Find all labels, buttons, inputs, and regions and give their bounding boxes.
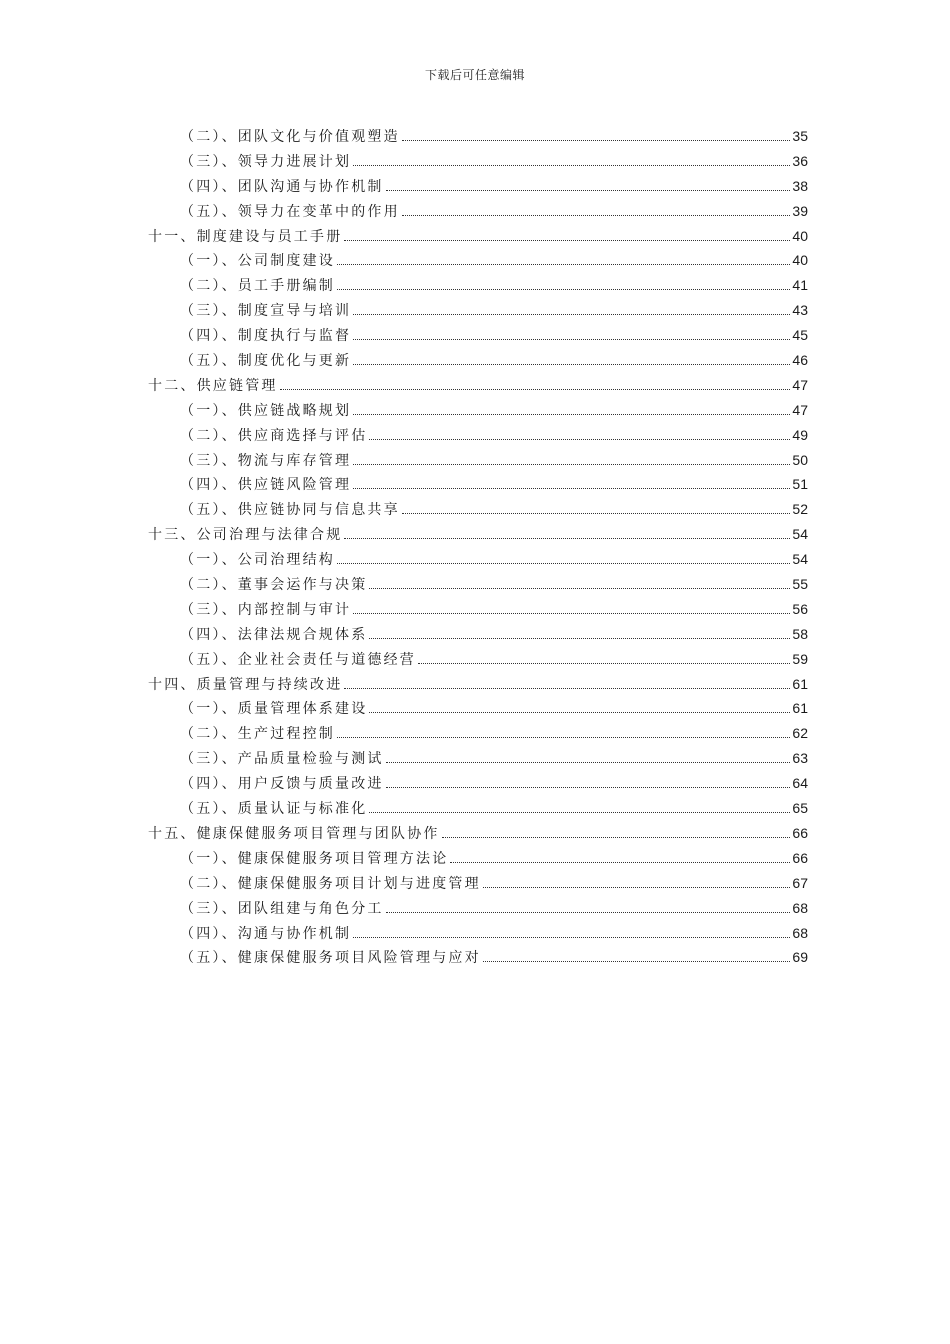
toc-entry-title: （五）、企业社会责任与道德经营 xyxy=(180,651,416,668)
toc-section-entry[interactable] xyxy=(148,450,808,475)
toc-dot-leader xyxy=(353,488,790,489)
toc-dot-leader xyxy=(337,289,790,290)
toc-page-number: 56 xyxy=(792,600,808,617)
toc-entry-title: （五）、领导力在变革中的作用 xyxy=(180,203,400,220)
toc-dot-leader xyxy=(369,638,790,639)
toc-page-number: 59 xyxy=(792,650,808,667)
toc-page-number: 40 xyxy=(792,252,808,269)
toc-entry-title: （五）、供应链协同与信息共享 xyxy=(180,502,400,519)
toc-entry-title: （三）、制度宣导与培训 xyxy=(180,303,352,320)
toc-page-number: 65 xyxy=(792,800,808,817)
toc-entry-title: （三）、团队组建与角色分工 xyxy=(180,900,384,917)
toc-section-entry[interactable] xyxy=(148,624,808,649)
toc-entry-title: （二）、董事会运作与决策 xyxy=(180,577,368,594)
toc-entry-title: （三）、物流与库存管理 xyxy=(180,452,352,469)
toc-entry-title: （二）、健康保健服务项目计划与进度管理 xyxy=(180,875,481,892)
toc-page-number: 68 xyxy=(792,899,808,916)
toc-entry-title: （二）、供应商选择与评估 xyxy=(180,427,368,444)
toc-page-number: 40 xyxy=(792,227,808,244)
toc-page-number: 67 xyxy=(792,874,808,891)
toc-entry-title: （五）、健康保健服务项目风险管理与应对 xyxy=(180,950,481,967)
toc-entry-title: （四）、团队沟通与协作机制 xyxy=(180,178,384,195)
toc-dot-leader xyxy=(402,513,791,514)
toc-section-entry[interactable] xyxy=(148,848,808,873)
toc-chapter-entry[interactable] xyxy=(148,823,808,848)
toc-page-number: 47 xyxy=(792,401,808,418)
toc-dot-leader xyxy=(418,663,790,664)
toc-dot-leader xyxy=(337,737,790,738)
toc-entry-title: （四）、制度执行与监督 xyxy=(180,328,352,345)
toc-dot-leader xyxy=(344,240,790,241)
toc-dot-leader xyxy=(369,712,790,713)
toc-page-number: 63 xyxy=(792,750,808,767)
toc-entry-title: （四）、法律法规合规体系 xyxy=(180,626,368,643)
toc-section-entry[interactable] xyxy=(148,250,808,275)
toc-entry-title: 十五、健康保健服务项目管理与团队协作 xyxy=(148,825,440,842)
toc-dot-leader xyxy=(402,215,791,216)
page-header: 下载后可任意编辑 xyxy=(424,68,525,82)
toc-page-number: 50 xyxy=(792,451,808,468)
toc-page-number: 58 xyxy=(792,625,808,642)
toc-section-entry[interactable] xyxy=(148,723,808,748)
toc-section-entry[interactable] xyxy=(148,748,808,773)
toc-entry-title: （五）、制度优化与更新 xyxy=(180,353,352,370)
toc-dot-leader xyxy=(483,887,791,888)
toc-dot-leader xyxy=(369,588,790,589)
toc-dot-leader xyxy=(369,812,790,813)
toc-dot-leader xyxy=(369,439,790,440)
toc-page-number: 52 xyxy=(792,501,808,518)
toc-dot-leader xyxy=(450,862,790,863)
toc-page-number: 39 xyxy=(792,202,808,219)
toc-section-entry[interactable] xyxy=(148,176,808,201)
toc-dot-leader xyxy=(353,414,790,415)
toc-section-entry[interactable] xyxy=(148,275,808,300)
toc-entry-title: （四）、供应链风险管理 xyxy=(180,477,352,494)
toc-section-entry[interactable] xyxy=(148,350,808,375)
toc-dot-leader xyxy=(337,563,790,564)
toc-page-number: 47 xyxy=(792,376,808,393)
toc-page-number: 49 xyxy=(792,426,808,443)
toc-dot-leader xyxy=(280,389,791,390)
toc-dot-leader xyxy=(483,961,791,962)
toc-section-entry[interactable] xyxy=(148,425,808,450)
toc-dot-leader xyxy=(386,912,791,913)
toc-dot-leader xyxy=(337,264,790,265)
toc-section-entry[interactable] xyxy=(148,873,808,898)
toc-dot-leader xyxy=(402,140,791,141)
toc-section-entry[interactable] xyxy=(148,201,808,226)
toc-entry-title: （三）、产品质量检验与测试 xyxy=(180,751,384,768)
toc-dot-leader xyxy=(344,538,790,539)
toc-chapter-entry[interactable] xyxy=(148,226,808,251)
toc-page-number: 43 xyxy=(792,302,808,319)
toc-page-number: 36 xyxy=(792,152,808,169)
toc-section-entry[interactable] xyxy=(148,947,808,972)
toc-page-number: 61 xyxy=(792,700,808,717)
toc-page-number: 41 xyxy=(792,277,808,294)
toc-entry-title: 十二、供应链管理 xyxy=(148,377,278,394)
toc-page-number: 66 xyxy=(792,824,808,841)
toc-section-entry[interactable] xyxy=(148,698,808,723)
toc-section-entry[interactable] xyxy=(148,325,808,350)
toc-page-number: 55 xyxy=(792,576,808,593)
toc-dot-leader xyxy=(386,762,791,763)
toc-dot-leader xyxy=(353,364,790,365)
toc-chapter-entry[interactable] xyxy=(148,524,808,549)
toc-page-number: 46 xyxy=(792,352,808,369)
toc-entry-title: （三）、领导力进展计划 xyxy=(180,153,352,170)
toc-dot-leader xyxy=(353,613,790,614)
toc-section-entry[interactable] xyxy=(148,400,808,425)
toc-page-number: 64 xyxy=(792,775,808,792)
toc-entry-title: 十三、公司治理与法律合规 xyxy=(148,527,343,544)
toc-section-entry[interactable] xyxy=(148,649,808,674)
toc-section-entry[interactable] xyxy=(148,923,808,948)
toc-dot-leader xyxy=(353,339,790,340)
toc-chapter-entry[interactable] xyxy=(148,674,808,699)
toc-page-number: 61 xyxy=(792,675,808,692)
toc-dot-leader xyxy=(386,190,791,191)
toc-entry-title: 十四、质量管理与持续改进 xyxy=(148,676,343,693)
toc-entry-title: （四）、用户反馈与质量改进 xyxy=(180,776,384,793)
toc-dot-leader xyxy=(386,787,791,788)
toc-section-entry[interactable] xyxy=(148,574,808,599)
toc-dot-leader xyxy=(344,688,790,689)
toc-page-number: 35 xyxy=(792,128,808,144)
toc-chapter-entry[interactable] xyxy=(148,375,808,400)
toc-page-number: 38 xyxy=(792,177,808,194)
toc-section-entry[interactable] xyxy=(148,798,808,823)
toc-section-entry[interactable] xyxy=(148,499,808,524)
toc-entry-title: （一）、公司治理结构 xyxy=(180,552,335,569)
toc-entry-title: （一）、供应链战略规划 xyxy=(180,402,352,419)
toc-section-entry[interactable] xyxy=(148,549,808,574)
toc-page-number: 45 xyxy=(792,327,808,344)
toc-entry-title: （五）、质量认证与标准化 xyxy=(180,801,368,818)
toc-dot-leader xyxy=(442,837,791,838)
toc-section-entry[interactable] xyxy=(148,126,808,151)
table-of-contents xyxy=(148,126,808,972)
toc-entry-title: （二）、团队文化与价值观塑造 xyxy=(180,129,400,145)
toc-page-number: 66 xyxy=(792,849,808,866)
toc-page-number: 69 xyxy=(792,949,808,966)
toc-page-number: 54 xyxy=(792,551,808,568)
toc-section-entry[interactable] xyxy=(148,773,808,798)
toc-entry-title: （一）、健康保健服务项目管理方法论 xyxy=(180,850,449,867)
toc-section-entry[interactable] xyxy=(148,898,808,923)
toc-page-number: 51 xyxy=(792,476,808,493)
toc-entry-title: （四）、沟通与协作机制 xyxy=(180,925,352,942)
toc-page-number: 62 xyxy=(792,725,808,742)
toc-page-number: 54 xyxy=(792,526,808,543)
toc-section-entry[interactable] xyxy=(148,599,808,624)
toc-entry-title: （一）、质量管理体系建设 xyxy=(180,701,368,718)
toc-dot-leader xyxy=(353,165,790,166)
toc-entry-title: （一）、公司制度建设 xyxy=(180,253,335,270)
toc-dot-leader xyxy=(353,937,790,938)
toc-section-entry[interactable] xyxy=(148,474,808,499)
toc-dot-leader xyxy=(353,314,790,315)
toc-entry-title: 十一、制度建设与员工手册 xyxy=(148,228,343,245)
toc-entry-title: （三）、内部控制与审计 xyxy=(180,601,352,618)
toc-section-entry[interactable] xyxy=(148,300,808,325)
toc-entry-title: （二）、员工手册编制 xyxy=(180,278,335,295)
toc-entry-title: （二）、生产过程控制 xyxy=(180,726,335,743)
toc-dot-leader xyxy=(353,464,790,465)
toc-page-number: 68 xyxy=(792,924,808,941)
toc-section-entry[interactable] xyxy=(148,151,808,176)
